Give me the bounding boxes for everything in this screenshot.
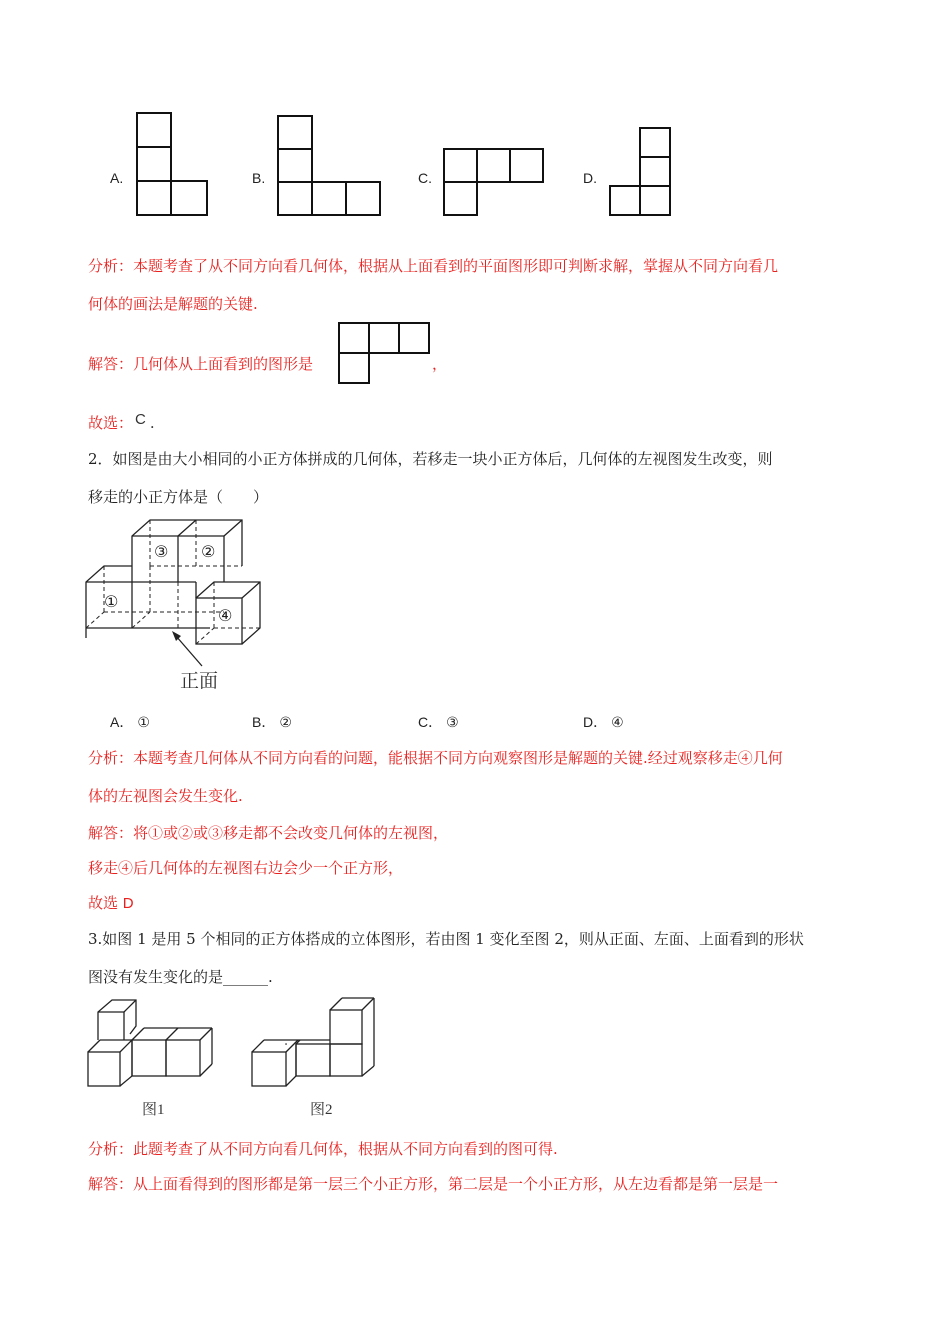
q1-answer-value: C (135, 411, 146, 428)
upper-cubes (132, 520, 242, 582)
q2-option-a (110, 712, 150, 732)
q2-solution-line1: 解答：将①或②或③移走都不会改变几何体的左视图， (88, 824, 449, 842)
q2-option-a-value: ① (137, 715, 150, 731)
q1-analysis-line2: 何体的画法是解题的关键. (88, 295, 258, 313)
q1-answer-prefix: 故选： (88, 414, 134, 432)
q3-figure-1 (86, 996, 222, 1122)
q2-option-b-letter: B． (252, 714, 276, 730)
q2-answer-value: D (122, 895, 134, 912)
q1-answer (88, 413, 155, 434)
q2-option-a-letter: A． (110, 714, 134, 730)
q1-solution-figure (338, 322, 432, 386)
q3-figure-2 (250, 996, 380, 1122)
cube-label-2: ② (201, 542, 216, 561)
q3-stem-line1: 3.如图 1 是用 5 个相同的正方体搭成的立体图形，若由图 1 变化至图 2，则从正面、左面、上面看到的形状 (88, 930, 804, 948)
q2-solution-line2: 移走④后几何体的左视图右边会少一个正方形， (88, 859, 404, 877)
q1-solution-suffix: ， (432, 355, 448, 373)
option-d-label: D. (583, 170, 597, 186)
option-b-figure (277, 115, 383, 217)
q2-option-b (252, 712, 292, 732)
option-c-label: C. (418, 170, 432, 186)
q2-option-b-value: ② (279, 715, 292, 731)
cube-label-1: ① (104, 592, 119, 611)
q3-stem-line2: 图没有发生变化的是______. (88, 968, 273, 986)
option-a-label: A. (110, 170, 124, 186)
option-a-figure (136, 112, 210, 218)
q2-option-c-letter: C． (418, 714, 443, 730)
q2-answer (88, 893, 134, 914)
q2-option-c (418, 712, 459, 732)
q2-option-d-value: ④ (611, 715, 624, 731)
q1-analysis-line1: 分析：本题考查了从不同方向看几何体，根据从上面看到的平面图形即可判断求解，掌握从不同方向看几 (88, 257, 779, 275)
q2-analysis-line2: 体的左视图会发生变化. (88, 787, 243, 805)
q2-option-d (583, 712, 624, 732)
q2-option-c-value: ③ (446, 715, 459, 731)
q2-stem-line1: 2．如图是由大小相同的小正方体拼成的几何体，若移走一块小正方体后，几何体的左视图发生改变，则 (88, 450, 773, 468)
cube-label-3: ③ (154, 542, 169, 561)
q2-analysis-line1: 分析：本题考查几何体从不同方向看的问题，能根据不同方向观察图形是解题的关键.经过观察移走④几何 (88, 749, 783, 767)
figure-1-label: 图1 (142, 1102, 165, 1118)
q3-analysis: 分析：此题考查了从不同方向看几何体，根据从不同方向看到的图可得. (88, 1140, 558, 1158)
q1-solution-text: 解答：几何体从上面看到的图形是 (88, 355, 314, 373)
q1-answer-suffix: . (149, 414, 155, 432)
figure-2-label: 图2 (310, 1102, 333, 1118)
option-d-figure (609, 127, 673, 217)
option-b-label: B. (252, 170, 266, 186)
cube-label-4: ④ (218, 606, 233, 625)
q2-option-d-letter: D． (583, 714, 608, 730)
front-label: 正面 (180, 671, 219, 692)
q3-solution: 解答：从上面看得到的图形都是第一层三个小正方形，第二层是一个小正方形，从左边看都是第一层是一 (88, 1175, 779, 1193)
q2-cube-figure (84, 518, 274, 694)
q2-stem-line2: 移走的小正方体是（ ） (88, 488, 269, 506)
q2-answer-prefix: 故选 (88, 894, 123, 912)
option-c-figure (443, 148, 547, 216)
